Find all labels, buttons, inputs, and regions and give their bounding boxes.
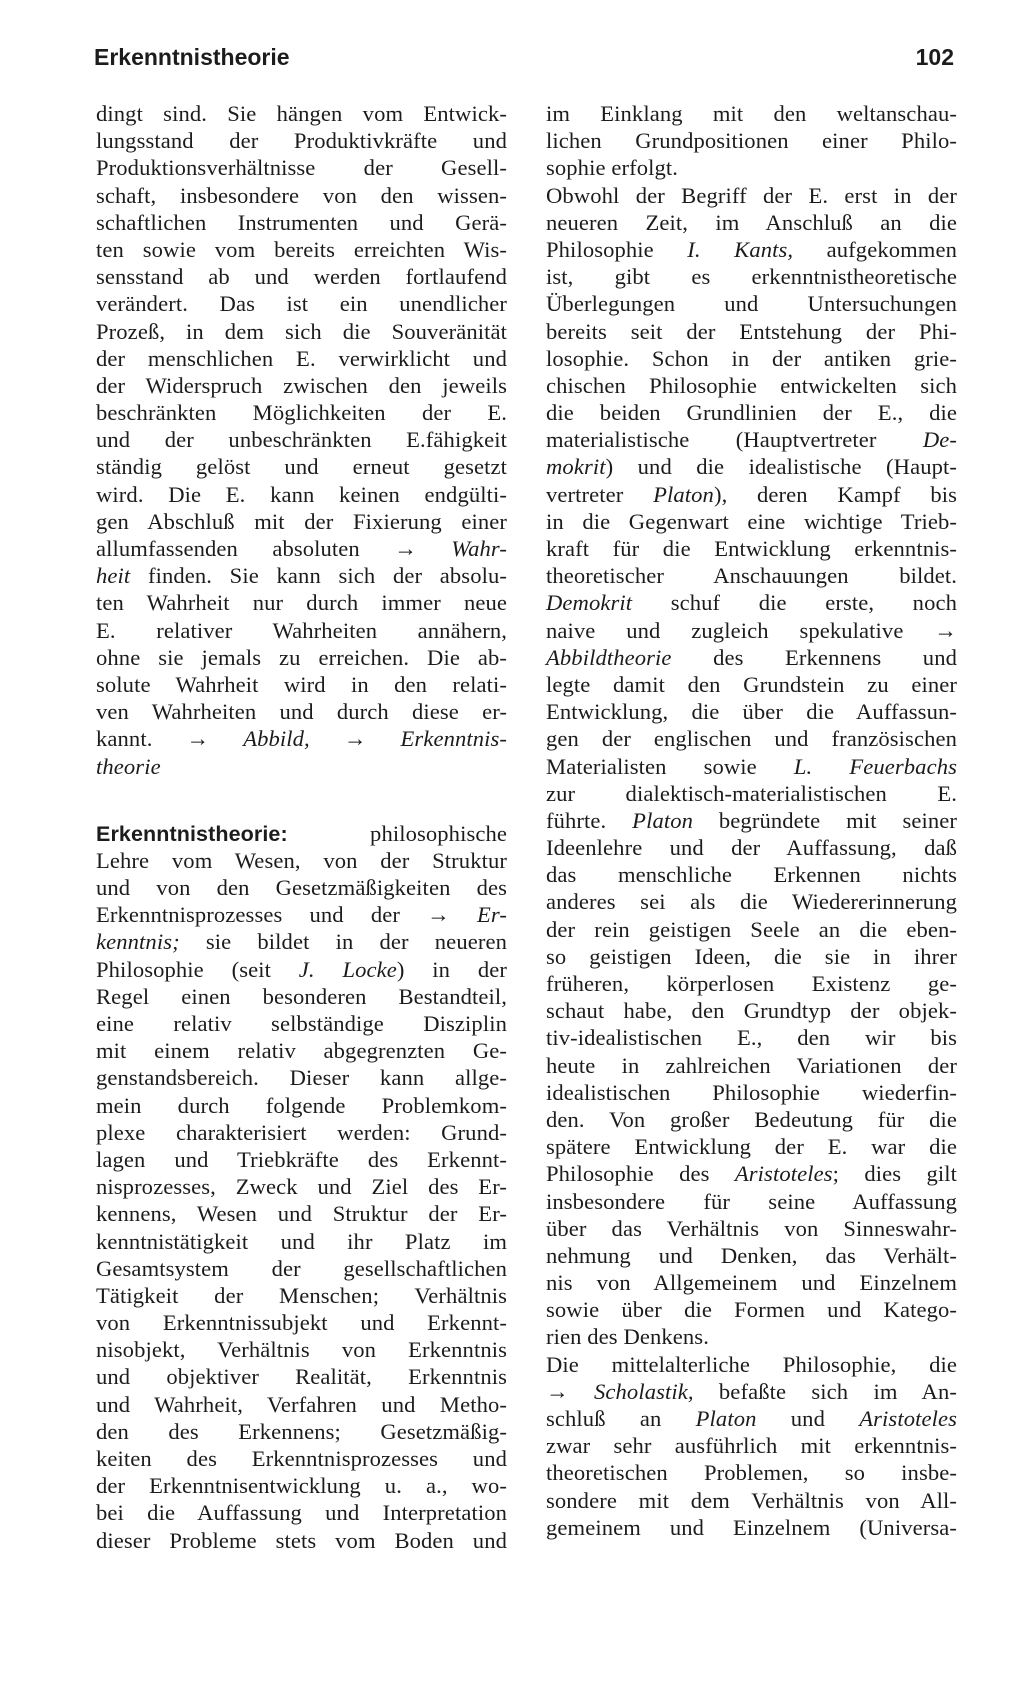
text-line: sophie erfolgt. — [546, 155, 679, 181]
text-line: Tätigkeit der Menschen; Verhältnis — [96, 1282, 507, 1308]
line-text: Materialisten sowie — [546, 753, 794, 779]
text-line: der menschlichen E. verwirklicht und — [96, 345, 507, 371]
person-name: L. Feuerbachs — [793, 753, 957, 779]
text-line: gen der englischen und französischen — [546, 726, 957, 752]
text-line: dieser Probleme stets vom Boden und — [96, 1527, 507, 1553]
text-line: E. relativer Wahrheiten annähern, — [96, 617, 507, 643]
line-text: Erkenntnisprozesses und der — [96, 902, 401, 928]
text-line: Prozeß, in dem sich die Souveränität — [96, 318, 507, 344]
text-line: losophie. Schon in der antiken grie- — [546, 345, 957, 371]
text-line: zwar sehr ausführlich mit erkenntnis- — [546, 1433, 957, 1459]
person-name: Aristoteles — [859, 1406, 957, 1431]
running-head-title: Erkenntnistheorie — [94, 44, 290, 70]
text-line: gemeinem und Einzelnem (Universa- — [546, 1514, 957, 1540]
text-line: früheren, körperlosen Existenz ge- — [546, 971, 957, 996]
line-text: schluß an — [546, 1406, 696, 1431]
text-line: und von den Gesetzmäßigkeiten des — [96, 875, 507, 901]
page-number: 102 — [915, 44, 954, 70]
text-line: Gesamtsystem der gesellschaftlichen — [96, 1255, 507, 1281]
text-line: chischen Philosophie entwickelten sich — [546, 372, 957, 398]
line-text: Philosophie — [546, 236, 688, 262]
person-name: Aristoteles — [734, 1161, 833, 1187]
line-text: begründete mit seiner — [693, 807, 957, 833]
text-line: verändert. Das ist ein unendlicher — [96, 291, 507, 317]
text-line: ständig gelöst und erneut gesetzt — [96, 454, 507, 480]
text-line: kraft für die Entwicklung erkenntnis- — [546, 536, 957, 561]
text-line: Entwicklung, die über die Auffassun- — [546, 699, 957, 725]
person-name: Platon — [653, 481, 714, 507]
text-line: mein durch folgende Problemkom- — [96, 1092, 507, 1118]
text-line: der Widerspruch zwischen den jeweils — [96, 372, 507, 398]
text-line — [546, 753, 957, 780]
text-line: gen Abschluß mit der Fixierung einer — [96, 508, 507, 534]
line-text: vertreter — [546, 481, 654, 507]
line-text: befaßte sich im An- — [693, 1378, 957, 1404]
cross-reference-link[interactable]: kenntnis; — [96, 929, 180, 955]
arrow-icon: → — [427, 902, 450, 928]
text-line — [96, 956, 507, 983]
text-line: lungsstand der Produktivkräfte und — [96, 128, 507, 154]
line-text: führte. — [546, 807, 633, 833]
cross-reference-link[interactable]: theorie — [96, 753, 161, 779]
text-line — [96, 753, 507, 780]
text-line: nisobjekt, Verhältnis von Erkenntnis — [96, 1337, 507, 1363]
line-text: Philosophie (seit — [96, 956, 299, 982]
text-line — [546, 426, 957, 453]
text-line — [546, 617, 957, 644]
text-line: dingt sind. Sie hängen vom Entwick- — [96, 101, 507, 126]
person-name: I. Kants, — [687, 236, 794, 262]
text-line: bei die Auffassung und Interpretation — [96, 1500, 507, 1526]
line-text: sie bildet in der neueren — [179, 929, 507, 955]
text-line: kenntnistätigkeit und ihr Platz im — [96, 1228, 507, 1254]
text-line: der rein geistigen Seele an die eben- — [546, 916, 957, 942]
text-line: ven Wahrheiten und durch diese er- — [96, 699, 507, 725]
text-line: und der unbeschränkten E.fähigkeit — [96, 427, 507, 453]
text-line — [546, 453, 957, 480]
text-line: Regel einen besonderen Bestandteil, — [96, 983, 507, 1009]
line-text: schuf die erste, noch — [632, 590, 957, 616]
text-line: die beiden Grundlinien der E., die — [546, 400, 957, 426]
text-line: Produktionsverhältnisse der Gesell- — [96, 155, 507, 181]
text-line: theoretischer Anschauungen bildet. — [546, 563, 957, 589]
line-text: aufgekommen — [793, 236, 957, 262]
line-text: naive und zugleich spekulative — [546, 617, 904, 643]
text-line: schaftlichen Instrumenten und Gerä- — [96, 209, 507, 235]
text-line: über das Verhältnis von Sinneswahr- — [546, 1215, 957, 1241]
text-line: plexe charakterisiert werden: Grund- — [96, 1119, 507, 1145]
text-line: nisprozesses, Zweck und Ziel des Er- — [96, 1174, 507, 1200]
text-line: tiv-idealistischen E., den wir bis — [546, 1025, 957, 1051]
text-line: und objektiver Realität, Erkenntnis — [96, 1364, 507, 1390]
text-line — [546, 1405, 957, 1432]
arrow-icon: → — [394, 536, 417, 561]
text-line: schaut habe, den Grundtyp der objek- — [546, 998, 957, 1024]
text-line: lagen und Triebkräfte des Erkennt- — [96, 1146, 507, 1172]
text-line: spätere Entwicklung der E. war die — [546, 1134, 957, 1160]
line-text: ; dies gilt — [832, 1161, 958, 1187]
text-line: theoretischen Problemen, so insbe- — [546, 1460, 957, 1486]
text-line: heute in zahlreichen Variationen der — [546, 1052, 957, 1078]
text-line: nehmung und Denken, das Verhält- — [546, 1242, 957, 1268]
text-line: von Erkenntnissubjekt und Erkennt- — [96, 1310, 507, 1336]
text-line — [96, 535, 507, 562]
cross-reference-link[interactable]: Scholastik, — [594, 1378, 694, 1404]
text-line — [546, 481, 957, 508]
text-line: anderes sei als die Wiedererinnerung — [546, 889, 957, 915]
text-line — [546, 644, 957, 671]
text-line: eine relativ selbständige Disziplin — [96, 1011, 507, 1036]
text-line — [546, 1160, 957, 1187]
cross-reference-link[interactable]: heit — [96, 563, 131, 589]
text-line: sensstand ab und werden fortlaufend — [96, 264, 507, 290]
running-header — [94, 44, 954, 84]
text-line: ohne sie jemals zu erreichen. Die ab- — [96, 644, 507, 670]
text-line — [546, 589, 957, 616]
person-name: Platon — [695, 1406, 757, 1431]
text-line: neueren Zeit, im Anschluß an die — [546, 209, 957, 235]
text-line — [96, 562, 507, 589]
text-line: insbesondere für seine Auffassung — [546, 1188, 957, 1214]
text-line: ten sowie vom bereits erreichten Wis- — [96, 236, 507, 262]
line-text: ) und die idealistische (Haupt- — [605, 454, 957, 480]
text-line: rien des Denkens. — [546, 1324, 709, 1350]
line-text: philosophische — [370, 820, 507, 846]
text-line: so geistigen Ideen, die sie in ihrer — [546, 943, 957, 969]
text-line: legte damit den Grundstein zu einer — [546, 671, 957, 697]
entry-lemma: Erkenntnistheorie: — [96, 821, 288, 846]
line-text: ), deren Kampf bis — [713, 481, 958, 507]
text-line: bereits seit der Entstehung der Phi- — [546, 318, 957, 344]
text-line: wird. Die E. kann keinen endgülti- — [96, 481, 507, 507]
text-line: den des Erkennens; Gesetzmäßig- — [96, 1418, 507, 1444]
text-line: sondere mit dem Verhältnis von All- — [546, 1487, 957, 1513]
arrow-icon: → — [546, 1378, 569, 1404]
text-line — [546, 236, 957, 263]
text-line: sowie über die Formen und Katego- — [546, 1297, 957, 1323]
person-name: mokrit — [546, 454, 606, 480]
text-line — [546, 807, 957, 834]
text-line: idealistischen Philosophie wiederfin- — [546, 1079, 957, 1105]
text-line — [96, 928, 507, 955]
text-line — [96, 725, 507, 752]
text-line: den. Von großer Bedeutung für die — [546, 1106, 957, 1132]
arrow-icon: → — [934, 617, 957, 643]
text-line: mit einem relativ abgegrenzten Ge- — [96, 1038, 507, 1064]
arrow-icon: → — [186, 726, 210, 752]
text-line: keiten des Erkenntnisprozesses und — [96, 1446, 507, 1471]
person-name: De- — [922, 427, 957, 453]
arrow-icon: → — [343, 726, 367, 752]
line-text: des Erkennens und — [671, 644, 957, 670]
text-line: lichen Grundpositionen einer Philo- — [546, 128, 957, 154]
text-line: beschränkten Möglichkeiten der E. — [96, 400, 507, 426]
line-text: ) in der — [396, 956, 508, 982]
text-line: solute Wahrheit wird in den relati- — [96, 671, 507, 697]
text-line: ist, gibt es erkenntnistheoretische — [546, 264, 957, 290]
line-text: und — [756, 1406, 860, 1431]
left-column — [96, 100, 507, 1554]
right-column — [546, 100, 957, 1541]
line-text: allumfassenden absoluten — [96, 536, 360, 561]
line-text: materialistische (Hauptvertreter — [546, 427, 923, 453]
cross-reference-link[interactable]: Abbildtheorie — [546, 644, 672, 670]
text-line — [546, 1378, 957, 1405]
person-name: Platon — [632, 807, 694, 833]
text-line: Obwohl der Begriff der E. erst in der — [546, 182, 957, 208]
line-text: kannt. — [96, 726, 153, 752]
text-line — [96, 901, 507, 928]
cross-reference-link[interactable]: Wahr- — [451, 536, 508, 561]
text-line: der Erkenntnisentwicklung u. a., wo- — [96, 1473, 507, 1499]
person-name: Demokrit — [546, 590, 633, 616]
person-name: J. Locke — [298, 956, 397, 982]
text-line: ten Wahrheit nur durch immer neue — [96, 590, 507, 616]
text-line: genstandsbereich. Dieser kann allge- — [96, 1065, 507, 1091]
text-line: Ideenlehre und der Auffassung, daß — [546, 835, 957, 861]
line-text: finden. Sie kann sich der absolu- — [130, 563, 507, 589]
text-line: Die mittelalterliche Philosophie, die — [546, 1351, 957, 1377]
text-line: in die Gegenwart eine wichtige Trieb- — [546, 508, 957, 534]
text-line: im Einklang mit den weltanschau- — [546, 101, 957, 126]
cross-reference-link[interactable]: Erkenntnis- — [400, 726, 508, 752]
text-line: zur dialektisch-materialistischen E. — [546, 780, 957, 806]
text-line: schaft, insbesondere von den wissen- — [96, 182, 507, 208]
text-line: Überlegungen und Untersuchungen — [546, 291, 957, 317]
text-line: das menschliche Erkennen nichts — [546, 862, 957, 888]
line-text: Philosophie des — [546, 1161, 735, 1187]
text-line: und Wahrheit, Verfahren und Metho- — [96, 1391, 507, 1417]
entry-heading-line — [96, 820, 507, 847]
cross-reference-link[interactable]: Er- — [477, 902, 507, 928]
text-line: Lehre vom Wesen, von der Struktur — [96, 847, 507, 873]
text-line: nis von Allgemeinem und Einzelnem — [546, 1270, 957, 1296]
cross-reference-link[interactable]: Abbild, — [243, 726, 310, 752]
text-line: kennens, Wesen und Struktur der Er- — [96, 1201, 507, 1227]
